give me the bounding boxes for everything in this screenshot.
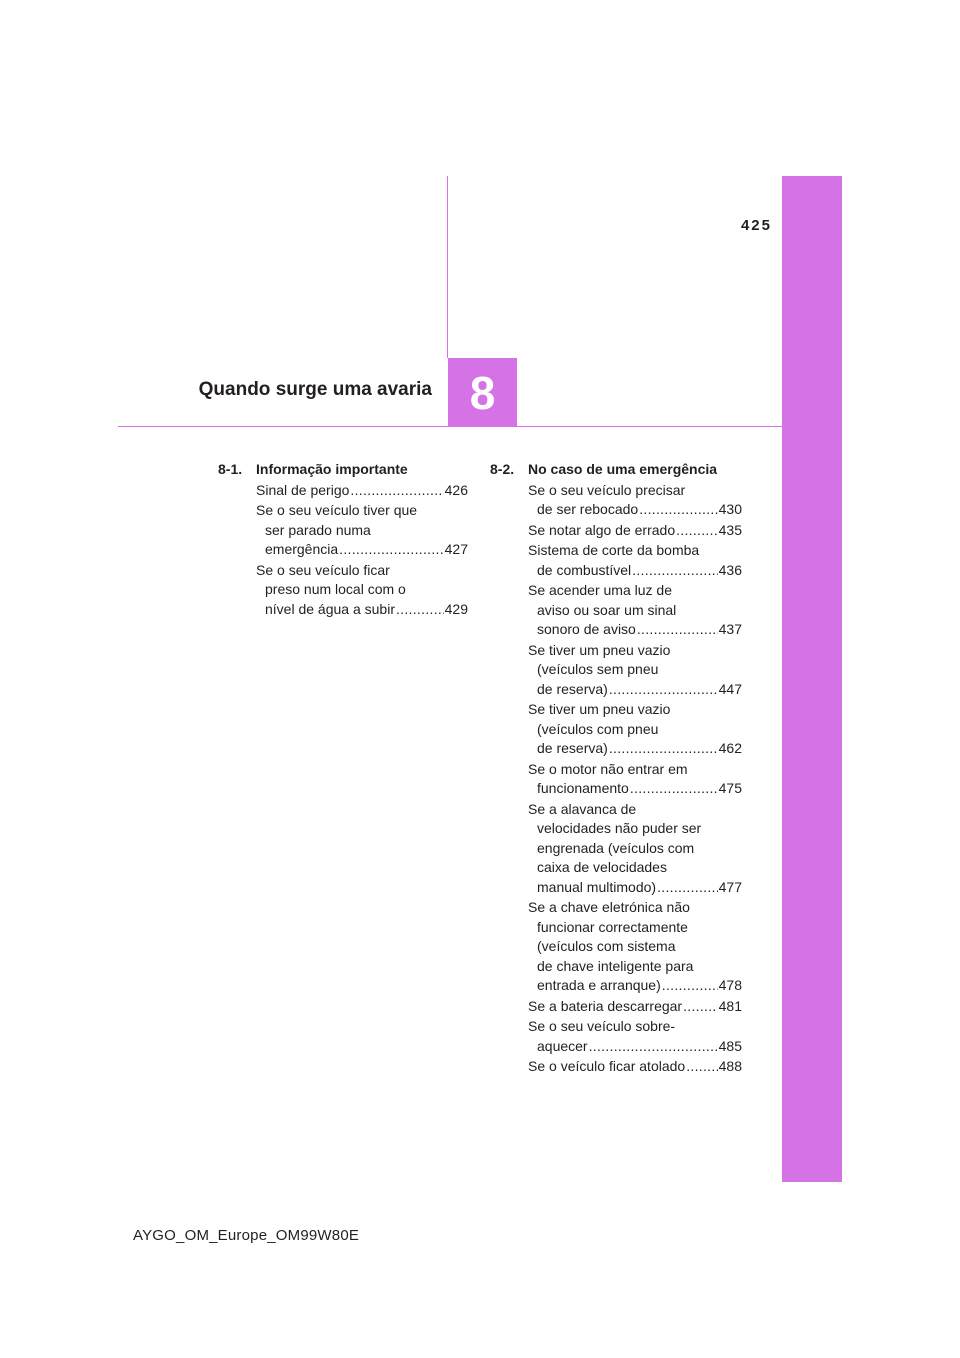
toc-page-number: 429 <box>444 600 468 617</box>
toc-page-number: 478 <box>718 977 742 993</box>
toc-page-number: 427 <box>444 541 468 557</box>
dot-leader <box>662 976 718 996</box>
page-number: 425 <box>740 217 772 234</box>
dot-leader <box>686 1057 717 1077</box>
toc-entry-line: Se o seu veículo precisar <box>528 481 686 498</box>
toc-entry-line: aviso ou soar um sinal <box>537 601 677 618</box>
dot-leader <box>396 600 444 620</box>
toc-entry[interactable] <box>256 561 468 620</box>
toc-entry[interactable] <box>528 700 742 759</box>
toc-entry-line: Se o seu veículo tiver que <box>256 502 418 518</box>
section-heading <box>218 460 468 480</box>
toc-entry[interactable] <box>528 760 742 799</box>
toc-entry-line: de reserva) <box>537 740 608 756</box>
toc-page-number: 485 <box>718 1037 742 1054</box>
dot-leader <box>589 1037 718 1057</box>
toc-entry-line: (veículos com sistema <box>537 938 676 954</box>
toc-entry[interactable] <box>528 1057 742 1077</box>
toc-section-8-2 <box>490 460 742 1078</box>
toc-entry-line: Se acender uma luz de <box>528 582 672 598</box>
toc-entry[interactable] <box>528 481 742 520</box>
chapter-number-box <box>448 358 517 427</box>
toc-entry-line: Sistema de corte da bomba <box>528 542 700 558</box>
toc-entry-line: de reserva) <box>537 680 608 697</box>
vertical-rule <box>447 176 448 358</box>
toc-entry[interactable] <box>528 898 742 996</box>
dot-leader <box>609 739 718 759</box>
dot-leader <box>632 561 717 581</box>
toc-entry-line: manual multimodo) <box>537 878 657 895</box>
dot-leader <box>630 779 718 799</box>
toc-entry-line: sonoro de aviso <box>537 621 636 637</box>
toc-entry-line: Se a alavanca de <box>528 800 637 817</box>
toc-page-number: 477 <box>718 878 742 895</box>
toc-page-number: 447 <box>718 680 742 697</box>
toc-entry[interactable] <box>528 641 742 700</box>
toc-entry-line: funcionar correctamente <box>537 918 688 935</box>
toc-entry-line: (veículos com pneu <box>537 720 659 737</box>
toc-entry-line: Se o seu veículo sobre- <box>528 1018 676 1034</box>
section-number: 8-1. <box>218 461 243 477</box>
toc-entry-line: caixa de velocidades <box>537 859 667 875</box>
dot-leader <box>637 620 718 640</box>
toc-entry[interactable] <box>528 581 742 640</box>
toc-entry-line: velocidades não puder ser <box>537 820 702 836</box>
toc-page-number: 475 <box>718 780 742 796</box>
toc-entry[interactable] <box>528 521 742 541</box>
dot-leader <box>339 540 443 560</box>
toc-entry[interactable] <box>256 481 468 501</box>
section-title: No caso de uma emergência <box>528 461 718 477</box>
toc-entry-line: entrada e arranque) <box>537 977 661 993</box>
toc-entry-line: de ser rebocado <box>537 501 639 517</box>
chapter-side-tab <box>782 176 842 1182</box>
toc-entry-line: Se a bateria descarregar <box>528 997 683 1014</box>
toc-page-number: 488 <box>718 1058 742 1074</box>
toc-section-8-1 <box>218 460 468 620</box>
document-footer: AYGO_OM_Europe_OM99W80E <box>133 1227 360 1244</box>
toc-entry-line: aquecer <box>537 1037 588 1054</box>
toc-entry-line: Sinal de perigo <box>256 481 350 498</box>
toc-entry-line: emergência <box>265 541 339 557</box>
chapter-number: 8 <box>469 366 496 419</box>
dot-leader <box>676 521 718 541</box>
toc-entry-line: de combustível <box>537 561 632 578</box>
section-title: Informação importante <box>256 461 408 477</box>
toc-entry-line: ser parado numa <box>265 521 371 538</box>
dot-leader <box>657 878 718 898</box>
dot-leader <box>683 997 718 1017</box>
toc-entry[interactable] <box>528 997 742 1017</box>
toc-page-number: 426 <box>444 481 468 498</box>
toc-entry-line: Se o motor não entrar em <box>528 760 688 777</box>
toc-entry[interactable] <box>528 541 742 580</box>
toc-entry-line: Se notar algo de errado <box>528 521 676 538</box>
toc-entry-line: engrenada (veículos com <box>537 839 695 856</box>
chapter-title: Quando surge uma avaria <box>198 379 432 400</box>
toc-page-number: 430 <box>718 501 742 517</box>
toc-entry-line: preso num local com o <box>265 581 406 597</box>
toc-entry[interactable] <box>528 1017 742 1056</box>
toc-entry-line: Se tiver um pneu vazio <box>528 641 671 658</box>
dot-leader <box>350 481 443 501</box>
toc-entry-line: Se tiver um pneu vazio <box>528 701 671 717</box>
toc-entry[interactable] <box>528 800 742 898</box>
toc-page-number: 481 <box>718 997 742 1014</box>
toc-entry-line: (veículos sem pneu <box>537 661 659 677</box>
toc-entry-line: nível de água a subir <box>265 600 395 617</box>
toc-entry-line: Se o veículo ficar atolado <box>528 1058 686 1074</box>
dot-leader <box>639 500 717 520</box>
toc-entry-line: de chave inteligente para <box>537 957 694 974</box>
toc-entry-line: Se a chave eletrónica não <box>528 899 690 915</box>
section-number: 8-2. <box>490 461 515 477</box>
toc-entry-line: funcionamento <box>537 780 629 796</box>
toc-page-number: 462 <box>718 740 742 756</box>
toc-page-number: 435 <box>718 521 742 538</box>
section-heading <box>490 460 742 480</box>
dot-leader <box>609 680 718 700</box>
toc-entry[interactable] <box>256 501 468 560</box>
toc-entry-line: Se o seu veículo ficar <box>256 561 390 578</box>
toc-page-number: 436 <box>718 561 742 578</box>
toc-page-number: 437 <box>718 621 742 637</box>
